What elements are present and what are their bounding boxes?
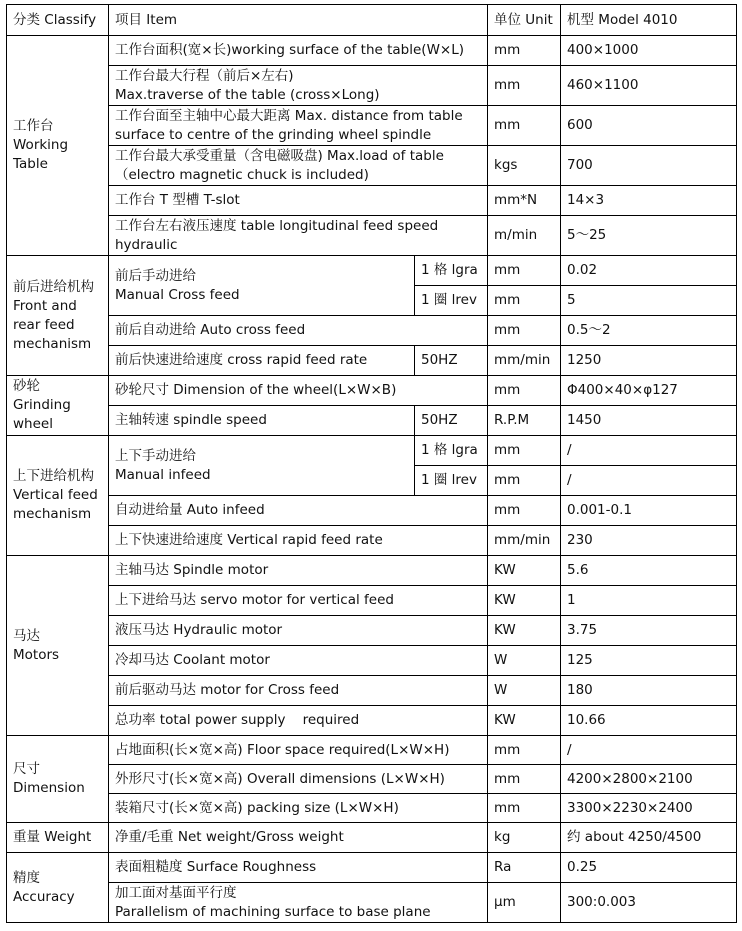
table-row (7, 316, 737, 346)
category-motors: 马达 Motors (7, 556, 109, 736)
unit-cell: R.P.M (488, 406, 561, 436)
unit-cell: Ra (488, 853, 561, 883)
table-row (7, 526, 737, 556)
value-cell: 400×1000 (561, 36, 737, 66)
value-cell: 600 (561, 106, 737, 146)
table-row (7, 106, 737, 146)
header-unit: 单位 Unit (488, 5, 561, 36)
table-row (7, 66, 737, 106)
unit-cell: mm (488, 765, 561, 794)
unit-cell: mm (488, 466, 561, 496)
item-cell: 加工面对基面平行度 Parallelism of machining surface to base plane (109, 883, 488, 923)
value-cell: / (561, 736, 737, 765)
value-cell: 3.75 (561, 616, 737, 646)
value-cell: 0.02 (561, 256, 737, 286)
value-cell: 约 about 4250/4500 (561, 823, 737, 853)
unit-cell: m/min (488, 216, 561, 256)
value-cell: 1 (561, 586, 737, 616)
unit-cell: mm/min (488, 346, 561, 376)
value-cell: Φ400×40×φ127 (561, 376, 737, 406)
unit-cell: W (488, 646, 561, 676)
item-cell: 冷却马达 Coolant motor (109, 646, 488, 676)
unit-cell: mm (488, 376, 561, 406)
item-cell: 净重/毛重 Net weight/Gross weight (109, 823, 488, 853)
category-weight: 重量 Weight (7, 823, 109, 853)
item-cell: 液压马达 Hydraulic motor (109, 616, 488, 646)
table-row (7, 586, 737, 616)
table-row (7, 765, 737, 794)
header-model: 机型 Model 4010 (561, 5, 737, 36)
unit-cell: KW (488, 556, 561, 586)
table-row (7, 406, 737, 436)
table-row (7, 823, 737, 853)
value-cell: 230 (561, 526, 737, 556)
sub-cell: 1 格 lgra (415, 436, 488, 466)
table-row (7, 646, 737, 676)
unit-cell: kgs (488, 146, 561, 186)
category-vertical-feed: 上下进给机构 Vertical feed mechanism (7, 436, 109, 556)
table-row (7, 883, 737, 923)
value-cell: 700 (561, 146, 737, 186)
value-cell: 5.6 (561, 556, 737, 586)
unit-cell: KW (488, 706, 561, 736)
sub-cell: 50HZ (415, 346, 488, 376)
value-cell: 460×1100 (561, 66, 737, 106)
value-cell: 3300×2230×2400 (561, 794, 737, 823)
table-row (7, 216, 737, 256)
unit-cell: mm (488, 316, 561, 346)
table-row (7, 436, 737, 466)
item-cell: 主轴马达 Spindle motor (109, 556, 488, 586)
value-cell: 5～25 (561, 216, 737, 256)
value-cell: 5 (561, 286, 737, 316)
unit-cell: KW (488, 616, 561, 646)
value-cell: 180 (561, 676, 737, 706)
unit-cell: kg (488, 823, 561, 853)
item-cell: 总功率 total power supply required (109, 706, 488, 736)
table-row (7, 346, 737, 376)
spec-table (6, 4, 737, 923)
unit-cell: mm/min (488, 526, 561, 556)
unit-cell: mm (488, 496, 561, 526)
item-cell: 前后快速进给速度 cross rapid feed rate (109, 346, 415, 376)
table-row (7, 794, 737, 823)
item-cell: 表面粗糙度 Surface Roughness (109, 853, 488, 883)
table-row (7, 736, 737, 765)
unit-cell: mm (488, 736, 561, 765)
item-cell: 上下进给马达 servo motor for vertical feed (109, 586, 488, 616)
value-cell: 300:0.003 (561, 883, 737, 923)
table-row (7, 186, 737, 216)
category-front-rear-feed: 前后进给机构 Front and rear feed mechanism (7, 256, 109, 376)
unit-cell: mm (488, 66, 561, 106)
category-grinding-wheel: 砂轮 Grinding wheel (7, 376, 109, 436)
unit-cell: mm (488, 794, 561, 823)
item-cell: 工作台面积(宽×长)working surface of the table(W×L) (109, 36, 488, 66)
item-cell: 工作台左右液压速度 table longitudinal feed speed hydraulic (109, 216, 488, 256)
item-cell: 上下快速进给速度 Vertical rapid feed rate (109, 526, 488, 556)
item-cell: 工作台最大承受重量（含电磁吸盘) Max.load of table （electro magnetic chuck is included) (109, 146, 488, 186)
table-row (7, 256, 737, 286)
table-row (7, 706, 737, 736)
item-cell: 工作台最大行程（前后×左右) Max.traverse of the table (cross×Long) (109, 66, 488, 106)
header-row (7, 5, 737, 36)
table-row (7, 146, 737, 186)
item-cell: 装箱尺寸(长×宽×高) packing size (L×W×H) (109, 794, 488, 823)
value-cell: 0.5～2 (561, 316, 737, 346)
value-cell: 0.001-0.1 (561, 496, 737, 526)
item-cell: 工作台面至主轴中心最大距离 Max. distance from table surface to centre of the grinding wheel spindle (109, 106, 488, 146)
sub-cell: 1 格 lgra (415, 256, 488, 286)
table-row (7, 376, 737, 406)
unit-cell: W (488, 676, 561, 706)
unit-cell: mm (488, 106, 561, 146)
item-cell: 外形尺寸(长×宽×高) Overall dimensions (L×W×H) (109, 765, 488, 794)
item-cell: 砂轮尺寸 Dimension of the wheel(L×W×B) (109, 376, 488, 406)
sub-cell: 1 圈 lrev (415, 286, 488, 316)
sub-cell: 50HZ (415, 406, 488, 436)
item-cell: 占地面积(长×宽×高) Floor space required(L×W×H) (109, 736, 488, 765)
value-cell: 4200×2800×2100 (561, 765, 737, 794)
unit-cell: mm (488, 286, 561, 316)
value-cell: 14×3 (561, 186, 737, 216)
unit-cell: KW (488, 586, 561, 616)
sub-cell: 1 圈 lrev (415, 466, 488, 496)
header-item: 项目 Item (109, 5, 488, 36)
item-cell: 工作台 T 型槽 T-slot (109, 186, 488, 216)
unit-cell: mm (488, 436, 561, 466)
unit-cell: mm (488, 36, 561, 66)
table-row (7, 853, 737, 883)
item-cell: 主轴转速 spindle speed (109, 406, 415, 436)
unit-cell: μm (488, 883, 561, 923)
table-row (7, 676, 737, 706)
category-dimension: 尺寸 Dimension (7, 736, 109, 823)
table-row (7, 36, 737, 66)
item-cell: 前后驱动马达 motor for Cross feed (109, 676, 488, 706)
value-cell: 10.66 (561, 706, 737, 736)
value-cell: 0.25 (561, 853, 737, 883)
value-cell: / (561, 436, 737, 466)
value-cell: / (561, 466, 737, 496)
unit-cell: mm (488, 256, 561, 286)
category-accuracy: 精度 Accuracy (7, 853, 109, 923)
value-cell: 125 (561, 646, 737, 676)
table-row (7, 496, 737, 526)
item-cell: 前后手动进给 Manual Cross feed (109, 256, 415, 316)
value-cell: 1450 (561, 406, 737, 436)
item-cell: 前后自动进给 Auto cross feed (109, 316, 488, 346)
table-row (7, 616, 737, 646)
table-row (7, 556, 737, 586)
item-cell: 上下手动进给 Manual infeed (109, 436, 415, 496)
item-cell: 自动进给量 Auto infeed (109, 496, 488, 526)
unit-cell: mm*N (488, 186, 561, 216)
category-working-table: 工作台 Working Table (7, 36, 109, 256)
value-cell: 1250 (561, 346, 737, 376)
header-classify: 分类 Classify (7, 5, 109, 36)
